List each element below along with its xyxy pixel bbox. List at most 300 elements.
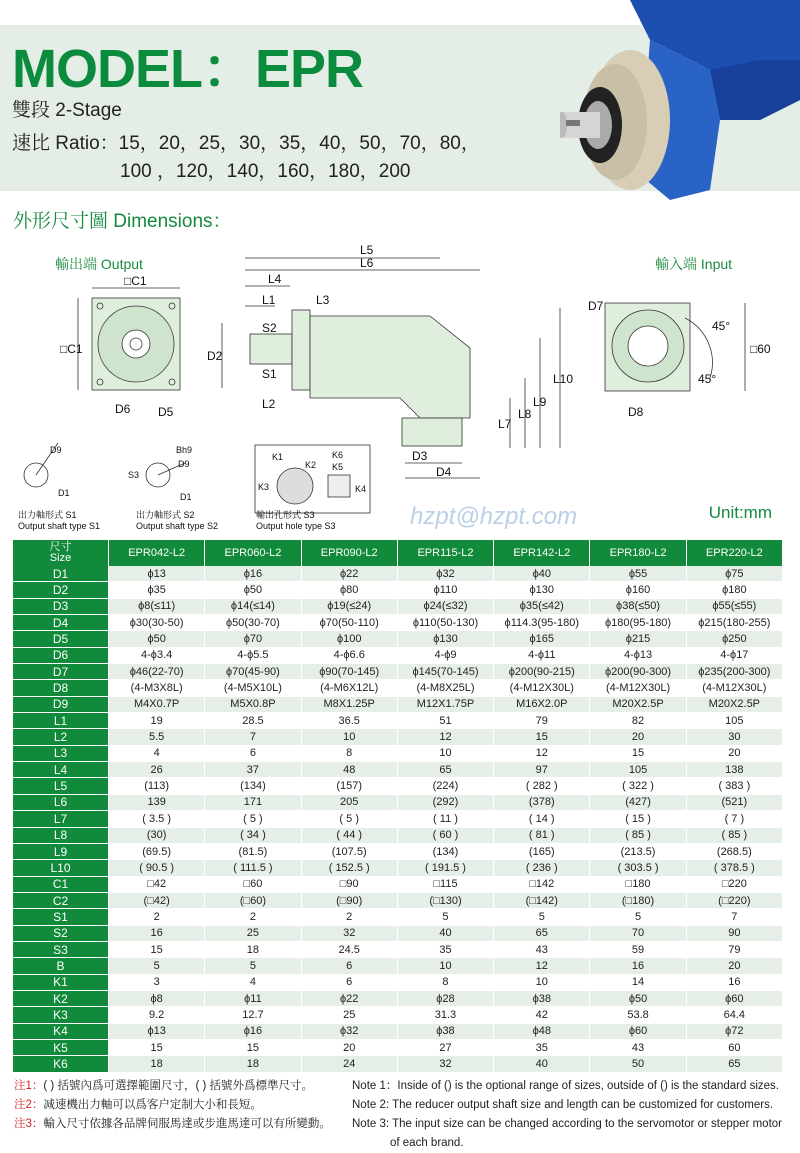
table-cell: 60 — [687, 1040, 782, 1056]
table-cell: (134) — [398, 844, 493, 860]
table-cell: 51 — [398, 713, 493, 729]
row-label: D4 — [13, 615, 108, 631]
table-cell: ϕ16 — [205, 1024, 300, 1040]
table-cell: 4-ϕ5.5 — [205, 648, 300, 664]
table-cell: ( 282 ) — [494, 778, 589, 794]
table-cell: ϕ22 — [302, 566, 397, 582]
table-cell: M8X1.25P — [302, 697, 397, 713]
table-cell: 43 — [590, 1040, 685, 1056]
row-label: K2 — [13, 991, 108, 1007]
table-cell: ϕ215(180-255) — [687, 615, 782, 631]
table-cell: 15 — [590, 746, 685, 762]
table-cell: ϕ72 — [687, 1024, 782, 1040]
table-cell: ϕ19(≤24) — [302, 599, 397, 615]
table-cell: ( 15 ) — [590, 811, 685, 827]
table-cell: ϕ80 — [302, 582, 397, 598]
note-en: Note 1：Inside of () is the optional range of sizes, outside of () is the standard sizes. — [352, 1080, 779, 1092]
table-cell: 48 — [302, 762, 397, 778]
table-cell: 105 — [687, 713, 782, 729]
table-cell: (81.5) — [205, 844, 300, 860]
note-cn — [14, 1077, 331, 1096]
model-header: EPR060-L2 — [205, 540, 300, 566]
note-en: Note 3: The input size can be changed according to the servomotor or stepper motor — [352, 1118, 783, 1130]
input-end-label: 輸入端 Input — [655, 256, 733, 272]
row-label: K1 — [13, 975, 108, 991]
row-label: L5 — [13, 778, 108, 794]
table-cell: 4-ϕ9 — [398, 648, 493, 664]
table-cell: ϕ38 — [494, 991, 589, 1007]
table-cell: (□60) — [205, 893, 300, 909]
table-cell: 42 — [494, 1007, 589, 1023]
table-cell: 10 — [302, 729, 397, 745]
table-cell: 30 — [687, 729, 782, 745]
row-label: C1 — [13, 877, 108, 893]
table-cell: ϕ22 — [302, 991, 397, 1007]
table-cell: ( 60 ) — [398, 828, 493, 844]
s3-label-k3: K3 — [258, 482, 270, 492]
table-cell: 27 — [398, 1040, 493, 1056]
table-cell: ϕ55 — [590, 566, 685, 582]
table-cell: (4-M6X12L) — [302, 680, 397, 696]
table-cell: 31.3 — [398, 1007, 493, 1023]
table-row — [13, 631, 782, 647]
ratio-line-2: 100 ，120，140，160，180，200 — [120, 161, 411, 182]
table-row — [13, 795, 782, 811]
table-cell: 5 — [109, 958, 204, 974]
dim-label-d4: D4 — [436, 465, 452, 479]
table-row — [13, 1024, 782, 1040]
model-header: EPR090-L2 — [302, 540, 397, 566]
table-cell: ϕ50 — [590, 991, 685, 1007]
table-cell: 12.7 — [205, 1007, 300, 1023]
note-en: of each brand. — [390, 1137, 464, 1149]
table-cell: 43 — [494, 942, 589, 958]
dim-label-l10: L10 — [553, 372, 574, 386]
table-cell: 16 — [109, 926, 204, 942]
row-label: L10 — [13, 860, 108, 876]
table-cell: ϕ48 — [494, 1024, 589, 1040]
table-cell: 16 — [590, 958, 685, 974]
dim-label-d2: D2 — [207, 349, 223, 363]
table-row — [13, 729, 782, 745]
table-cell: 8 — [302, 746, 397, 762]
dimension-drawing — [0, 238, 800, 533]
table-cell: (4-M8X25L) — [398, 680, 493, 696]
row-label: C2 — [13, 893, 108, 909]
table-row — [13, 975, 782, 991]
table-cell: □180 — [590, 877, 685, 893]
table-cell: 20 — [590, 729, 685, 745]
s1-label-d9: D9 — [50, 445, 62, 455]
table-row — [13, 1056, 782, 1072]
table-cell: ϕ30(30-50) — [109, 615, 204, 631]
table-cell: ϕ8(≤11) — [109, 599, 204, 615]
table-cell: 7 — [205, 729, 300, 745]
row-label: D1 — [13, 566, 108, 582]
watermark: hzpt@hzpt.com — [410, 503, 578, 530]
table-cell: 18 — [205, 1056, 300, 1072]
row-label: K4 — [13, 1024, 108, 1040]
table-cell: 12 — [398, 729, 493, 745]
table-cell: 8 — [398, 975, 493, 991]
table-cell: ( 111.5 ) — [205, 860, 300, 876]
table-cell: 36.5 — [302, 713, 397, 729]
table-cell: ϕ24(≤32) — [398, 599, 493, 615]
table-cell: 5 — [205, 958, 300, 974]
table-cell: ( 44 ) — [302, 828, 397, 844]
table-row — [13, 958, 782, 974]
table-cell: 20 — [302, 1040, 397, 1056]
table-row — [13, 860, 782, 876]
table-cell: ϕ38(≤50) — [590, 599, 685, 615]
table-cell: 205 — [302, 795, 397, 811]
table-cell: ϕ13 — [109, 566, 204, 582]
table-cell: 35 — [494, 1040, 589, 1056]
model-header: EPR220-L2 — [687, 540, 782, 566]
table-cell: (□130) — [398, 893, 493, 909]
table-cell: ( 152.5 ) — [302, 860, 397, 876]
table-cell: ( 90.5 ) — [109, 860, 204, 876]
table-cell: □60 — [205, 877, 300, 893]
table-cell: ( 5 ) — [302, 811, 397, 827]
table-cell: 18 — [109, 1056, 204, 1072]
dim-label-d8: D8 — [628, 405, 644, 419]
table-cell: (292) — [398, 795, 493, 811]
table-row — [13, 599, 782, 615]
note-tag: 注2： — [14, 1099, 44, 1111]
table-cell: ϕ70 — [205, 631, 300, 647]
table-cell: ϕ200(90-300) — [590, 664, 685, 680]
table-cell: ϕ32 — [398, 566, 493, 582]
table-cell: (157) — [302, 778, 397, 794]
table-row — [13, 566, 782, 582]
table-cell: 53.8 — [590, 1007, 685, 1023]
table-cell: ϕ50(30-70) — [205, 615, 300, 631]
table-cell: ϕ50 — [109, 631, 204, 647]
row-label: D6 — [13, 648, 108, 664]
table-cell: 20 — [687, 958, 782, 974]
table-cell: ϕ250 — [687, 631, 782, 647]
table-cell: 171 — [205, 795, 300, 811]
table-cell: ϕ235(200-300) — [687, 664, 782, 680]
table-row — [13, 1040, 782, 1056]
dim-label-l7: L7 — [498, 417, 512, 431]
table-cell: 65 — [398, 762, 493, 778]
table-cell: 35 — [398, 942, 493, 958]
table-cell: ϕ28 — [398, 991, 493, 1007]
row-label: D5 — [13, 631, 108, 647]
dim-label-c1-vertical: □C1 — [60, 342, 83, 356]
table-row — [13, 893, 782, 909]
model-header: EPR180-L2 — [590, 540, 685, 566]
table-row — [13, 877, 782, 893]
table-cell: 25 — [302, 1007, 397, 1023]
table-cell: 40 — [494, 1056, 589, 1072]
table-row — [13, 680, 782, 696]
row-label: D8 — [13, 680, 108, 696]
table-cell: 6 — [302, 975, 397, 991]
table-cell: (30) — [109, 828, 204, 844]
table-cell: ϕ130 — [494, 582, 589, 598]
table-cell: (134) — [205, 778, 300, 794]
table-cell: 2 — [109, 909, 204, 925]
dim-label-l5: L5 — [360, 243, 374, 257]
table-cell: ( 303.5 ) — [590, 860, 685, 876]
s2-label-bh9: Bh9 — [176, 445, 193, 455]
table-row — [13, 762, 782, 778]
table-cell: ϕ75 — [687, 566, 782, 582]
ratio-text — [12, 130, 480, 186]
table-cell: ( 322 ) — [590, 778, 685, 794]
row-label: L8 — [13, 828, 108, 844]
table-row — [13, 828, 782, 844]
output-end-label: 輸出端 Output — [55, 256, 143, 272]
table-cell: ϕ13 — [109, 1024, 204, 1040]
table-cell: ϕ8 — [109, 991, 204, 1007]
table-cell: M12X1.75P — [398, 697, 493, 713]
row-label: D7 — [13, 664, 108, 680]
table-cell: (213.5) — [590, 844, 685, 860]
table-cell: (□142) — [494, 893, 589, 909]
table-cell: 6 — [302, 958, 397, 974]
table-cell: 12 — [494, 746, 589, 762]
dim-label-d7: D7 — [588, 299, 604, 313]
row-label: S2 — [13, 926, 108, 942]
table-cell: □42 — [109, 877, 204, 893]
table-cell: (□90) — [302, 893, 397, 909]
note-cn — [14, 1096, 331, 1115]
table-cell: ϕ70(45-90) — [205, 664, 300, 680]
note-en: Note 2: The reducer output shaft size and length can be customized for customers. — [352, 1099, 774, 1111]
table-cell: 14 — [590, 975, 685, 991]
table-cell: ϕ11 — [205, 991, 300, 1007]
table-cell: (378) — [494, 795, 589, 811]
row-label: L7 — [13, 811, 108, 827]
table-cell: ϕ35(≤42) — [494, 599, 589, 615]
table-cell: ϕ165 — [494, 631, 589, 647]
table-cell: ( 81 ) — [494, 828, 589, 844]
table-cell: (113) — [109, 778, 204, 794]
table-cell: M20X2.5P — [590, 697, 685, 713]
table-cell: 15 — [109, 1040, 204, 1056]
table-row — [13, 746, 782, 762]
table-cell: ϕ130 — [398, 631, 493, 647]
ratio-line-1: 速比 Ratio：15，20，25，30，35，40，50，70，80， — [12, 133, 480, 154]
table-cell: 79 — [687, 942, 782, 958]
size-header-cn: 尺寸 — [49, 541, 72, 553]
table-cell: ϕ160 — [590, 582, 685, 598]
s3-label-k5: K5 — [332, 462, 344, 472]
dim-label-c1: □C1 — [124, 274, 147, 288]
table-cell: 24.5 — [302, 942, 397, 958]
s2-label-d1: D1 — [180, 492, 192, 502]
model-header: EPR042-L2 — [109, 540, 204, 566]
table-cell: ϕ200(90-215) — [494, 664, 589, 680]
table-cell: ( 3.5 ) — [109, 811, 204, 827]
dim-label-l1: L1 — [262, 293, 276, 307]
notes-chinese — [14, 1077, 331, 1134]
table-cell: ( 383 ) — [687, 778, 782, 794]
row-label: D3 — [13, 599, 108, 615]
stage-text: 雙段 2-Stage — [12, 100, 122, 121]
table-cell: 50 — [590, 1056, 685, 1072]
note-tag: 注3： — [14, 1118, 44, 1130]
table-cell: 2 — [205, 909, 300, 925]
table-cell: (4-M12X30L) — [687, 680, 782, 696]
table-cell: □90 — [302, 877, 397, 893]
table-cell: ( 7 ) — [687, 811, 782, 827]
dim-label-d3: D3 — [412, 449, 428, 463]
table-cell: ( 85 ) — [590, 828, 685, 844]
table-cell: 26 — [109, 762, 204, 778]
table-cell: ϕ110 — [398, 582, 493, 598]
table-cell: 64.4 — [687, 1007, 782, 1023]
table-cell: 4-ϕ11 — [494, 648, 589, 664]
table-row — [13, 648, 782, 664]
row-label: D2 — [13, 582, 108, 598]
s1-caption-en: Output shaft type S1 — [18, 521, 101, 531]
table-row — [13, 1007, 782, 1023]
table-cell: □220 — [687, 877, 782, 893]
table-cell: 10 — [398, 958, 493, 974]
size-header — [13, 540, 108, 566]
table-cell: 9.2 — [109, 1007, 204, 1023]
table-cell: □115 — [398, 877, 493, 893]
table-cell: 10 — [398, 746, 493, 762]
table-cell: (224) — [398, 778, 493, 794]
s2-label-d9: D9 — [178, 459, 190, 469]
table-row — [13, 942, 782, 958]
table-cell: (165) — [494, 844, 589, 860]
angle-label-2: 45° — [698, 372, 717, 386]
row-label: S3 — [13, 942, 108, 958]
table-cell: (268.5) — [687, 844, 782, 860]
table-cell: 4-ϕ13 — [590, 648, 685, 664]
table-cell: ϕ114.3(95-180) — [494, 615, 589, 631]
table-row — [13, 778, 782, 794]
table-cell: 16 — [687, 975, 782, 991]
table-cell: 2 — [302, 909, 397, 925]
table-cell: (□180) — [590, 893, 685, 909]
s3-caption-en: Output hole type S3 — [256, 521, 336, 531]
row-label: L1 — [13, 713, 108, 729]
s1-caption-cn: 出力軸形式 S1 — [18, 510, 77, 520]
table-cell: ϕ70(50-110) — [302, 615, 397, 631]
table-row — [13, 713, 782, 729]
row-label: K3 — [13, 1007, 108, 1023]
table-cell: ϕ55(≤55) — [687, 599, 782, 615]
table-cell: ( 378.5 ) — [687, 860, 782, 876]
table-cell: ( 85 ) — [687, 828, 782, 844]
table-row — [13, 811, 782, 827]
gearbox-product-image — [560, 0, 800, 205]
table-cell: 65 — [687, 1056, 782, 1072]
dimensions-heading: 外形尺寸圖 Dimensions： — [13, 211, 232, 232]
table-cell: (521) — [687, 795, 782, 811]
s3-label-k6: K6 — [332, 450, 344, 460]
unit-label: Unit:mm — [708, 503, 772, 522]
table-cell: ( 11 ) — [398, 811, 493, 827]
table-cell: (4-M5X10L) — [205, 680, 300, 696]
note-text: 减速機出力軸可以爲客户定制大小和長短。 — [43, 1099, 262, 1111]
row-label: L9 — [13, 844, 108, 860]
row-label: S1 — [13, 909, 108, 925]
table-cell: (69.5) — [109, 844, 204, 860]
dim-label-l9: L9 — [533, 395, 547, 409]
s3-label-k2: K2 — [305, 460, 317, 470]
table-row — [13, 844, 782, 860]
table-cell: ϕ32 — [302, 1024, 397, 1040]
table-cell: ϕ46(22-70) — [109, 664, 204, 680]
row-label: L2 — [13, 729, 108, 745]
table-cell: 32 — [398, 1056, 493, 1072]
table-row — [13, 615, 782, 631]
model-header: EPR115-L2 — [398, 540, 493, 566]
table-cell: 6 — [205, 746, 300, 762]
table-cell: ϕ14(≤14) — [205, 599, 300, 615]
note-tag: 注1： — [14, 1080, 44, 1092]
s3-caption-cn: 輸出孔形式 S3 — [256, 510, 315, 520]
model-title: MODEL：EPR — [12, 39, 364, 99]
table-cell: 97 — [494, 762, 589, 778]
table-cell: 82 — [590, 713, 685, 729]
dim-label-s2: S2 — [262, 321, 277, 335]
table-cell: 10 — [494, 975, 589, 991]
model-header: EPR142-L2 — [494, 540, 589, 566]
row-label: B — [13, 958, 108, 974]
dim-label-l8: L8 — [518, 407, 532, 421]
table-cell: (4-M12X30L) — [494, 680, 589, 696]
dim-label-l6: L6 — [360, 256, 374, 270]
table-cell: 59 — [590, 942, 685, 958]
table-cell: 4 — [109, 746, 204, 762]
table-row — [13, 582, 782, 598]
table-cell: 15 — [205, 1040, 300, 1056]
table-cell: 20 — [687, 746, 782, 762]
table-cell: 5 — [398, 909, 493, 925]
table-cell: □142 — [494, 877, 589, 893]
table-cell: ϕ60 — [687, 991, 782, 1007]
s2-caption-en: Output shaft type S2 — [136, 521, 219, 531]
row-label: D9 — [13, 697, 108, 713]
table-row — [13, 697, 782, 713]
table-cell: 4-ϕ3.4 — [109, 648, 204, 664]
table-cell: 32 — [302, 926, 397, 942]
table-header-row — [13, 540, 782, 566]
note-cn — [14, 1115, 331, 1134]
table-cell: 40 — [398, 926, 493, 942]
table-cell: 25 — [205, 926, 300, 942]
table-cell: ϕ38 — [398, 1024, 493, 1040]
table-cell: M16X2.0P — [494, 697, 589, 713]
table-cell: ϕ40 — [494, 566, 589, 582]
s1-label-d1: D1 — [58, 488, 70, 498]
table-cell: 4-ϕ17 — [687, 648, 782, 664]
table-cell: ( 191.5 ) — [398, 860, 493, 876]
angle-label-1: 45° — [712, 319, 731, 333]
table-cell: 5.5 — [109, 729, 204, 745]
table-cell: 105 — [590, 762, 685, 778]
table-cell: ϕ180(95-180) — [590, 615, 685, 631]
table-cell: 15 — [494, 729, 589, 745]
table-cell: 7 — [687, 909, 782, 925]
table-cell: (4-M12X30L) — [590, 680, 685, 696]
table-cell: 4 — [205, 975, 300, 991]
table-cell: M5X0.8P — [205, 697, 300, 713]
table-cell: ϕ100 — [302, 631, 397, 647]
table-cell: ϕ180 — [687, 582, 782, 598]
row-label: L3 — [13, 746, 108, 762]
